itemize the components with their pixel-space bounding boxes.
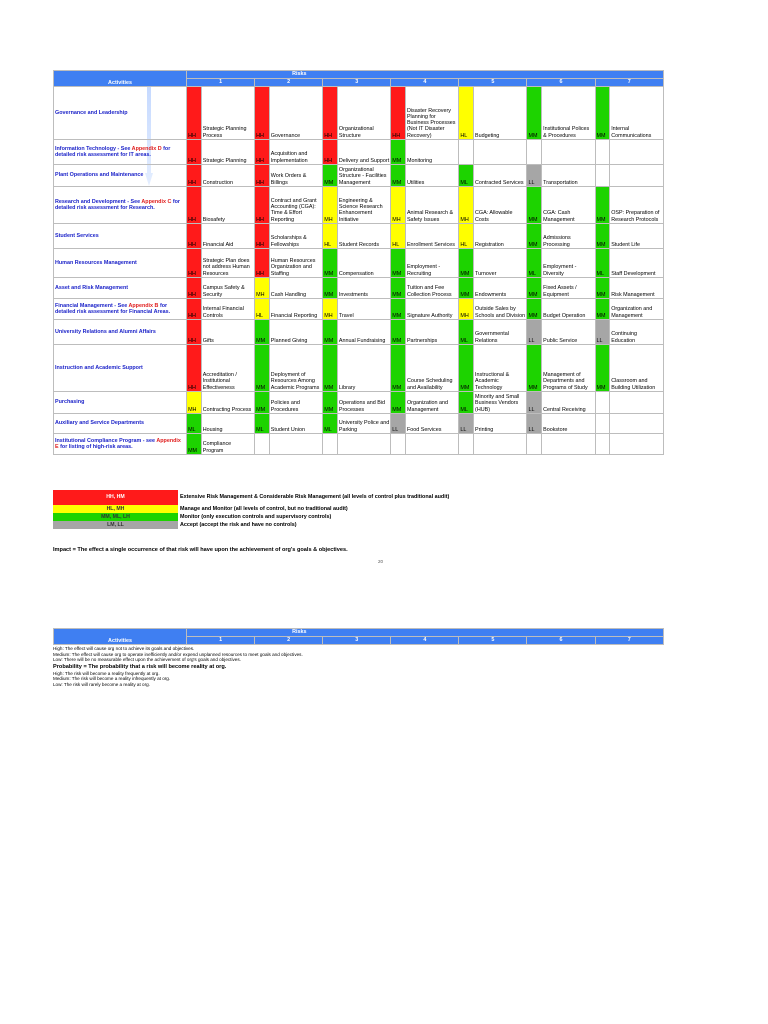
risk-item: Endowments bbox=[474, 278, 527, 299]
table-row bbox=[54, 414, 664, 434]
risk-rating: ML bbox=[459, 165, 474, 187]
activity-text: Auxiliary and Service Departments bbox=[55, 420, 144, 427]
risk-item: Biosafety bbox=[201, 187, 254, 224]
appendix-link: Appendix C bbox=[141, 198, 172, 205]
legend-codes: LM, LL bbox=[53, 521, 178, 529]
risk-rating: ML bbox=[527, 249, 542, 278]
table-row bbox=[54, 165, 664, 187]
risk-item: Fixed Assets / Equipment bbox=[542, 278, 595, 299]
risk-rating: HH bbox=[187, 224, 202, 249]
risk-item: Gifts bbox=[201, 320, 254, 345]
risk-item: Planned Giving bbox=[269, 320, 322, 345]
risk-rating: MM bbox=[391, 345, 406, 392]
risk-item: Turnover bbox=[474, 249, 527, 278]
risk-rating: MM bbox=[187, 434, 202, 455]
risk-table-header-2 bbox=[53, 628, 664, 645]
risk-rating: HH bbox=[187, 299, 202, 320]
risk-rating: HH bbox=[187, 140, 202, 165]
risk-rating: MM bbox=[459, 345, 474, 392]
risk-item bbox=[474, 434, 527, 455]
risk-rating: HH bbox=[187, 165, 202, 187]
activity-text: Purchasing bbox=[55, 399, 85, 406]
legend-row bbox=[53, 513, 472, 521]
table-row bbox=[54, 320, 664, 345]
table-row bbox=[54, 392, 664, 414]
risk-item: Internal Communications bbox=[610, 87, 664, 140]
risk-rating: HH bbox=[323, 87, 338, 140]
activity-text: University Relations and Alumni Affairs bbox=[55, 328, 156, 335]
risk-rating: MM bbox=[323, 345, 338, 392]
risk-item: Risk Management bbox=[610, 278, 664, 299]
activity-label bbox=[54, 140, 187, 165]
activity-text: Institutional Compliance Program - see bbox=[55, 437, 157, 444]
risk-rating: HL bbox=[323, 224, 338, 249]
activity-text: Asset and Risk Management bbox=[55, 284, 129, 291]
risk-rating: ML bbox=[459, 320, 474, 345]
activity-label bbox=[54, 299, 187, 320]
risk-rating: HH bbox=[187, 249, 202, 278]
impact-level-line: Medium: The effect will cause org to operate inefficiently and/or expend unplanned resources to meet goals and objectives. bbox=[53, 651, 303, 657]
risk-rating: MM bbox=[391, 140, 406, 165]
risk-rating: MM bbox=[527, 345, 542, 392]
table-row bbox=[54, 140, 664, 165]
risk-rating: HH bbox=[255, 224, 270, 249]
risk-rating: HH bbox=[255, 249, 270, 278]
legend bbox=[53, 490, 472, 529]
risk-rating: ML bbox=[323, 414, 338, 434]
risks-header: Risks bbox=[187, 629, 664, 637]
risk-item bbox=[542, 140, 595, 165]
risk-rating: MM bbox=[595, 345, 610, 392]
activity-label bbox=[54, 278, 187, 299]
risk-rating: MM bbox=[527, 278, 542, 299]
risk-column-6: 6 bbox=[527, 79, 595, 87]
risk-item: Tuition and Fee Collection Process bbox=[405, 278, 458, 299]
risk-item: Budgeting bbox=[474, 87, 527, 140]
risk-item: Outside Sales by Schools and Division bbox=[474, 299, 527, 320]
activity-label bbox=[54, 187, 187, 224]
risk-rating: HH bbox=[187, 278, 202, 299]
risk-rating: MM bbox=[323, 249, 338, 278]
risk-rating: MM bbox=[527, 224, 542, 249]
table-row bbox=[54, 345, 664, 392]
risk-item: Governmental Relations bbox=[474, 320, 527, 345]
risk-rating: MM bbox=[527, 187, 542, 224]
appendix-link: Appendix B bbox=[128, 302, 159, 309]
risk-item: Accreditation / Institutional Effectiveness bbox=[201, 345, 254, 392]
risk-item bbox=[610, 165, 664, 187]
risk-item: Engineering & Science Research Enhancement Initiative bbox=[337, 187, 390, 224]
activity-text: Financial Management - See bbox=[55, 302, 129, 309]
risk-rating bbox=[595, 165, 610, 187]
risk-rating: MH bbox=[323, 299, 338, 320]
risk-item: Central Receiving bbox=[542, 392, 595, 414]
risk-item: Classroom and Building Utilization bbox=[610, 345, 664, 392]
risk-rating: HH bbox=[391, 87, 406, 140]
risk-rating: MH bbox=[459, 187, 474, 224]
risk-item: Signature Authority bbox=[405, 299, 458, 320]
risk-item: Transportation bbox=[542, 165, 595, 187]
activity-label bbox=[54, 249, 187, 278]
risk-rating: MM bbox=[459, 278, 474, 299]
activities-header: Activities bbox=[54, 629, 187, 645]
risk-item: Registration bbox=[474, 224, 527, 249]
risk-item bbox=[542, 434, 595, 455]
legend-codes: MM, ML, LH bbox=[53, 513, 178, 521]
risk-rating: MM bbox=[255, 345, 270, 392]
risk-rating: HH bbox=[255, 165, 270, 187]
risk-item bbox=[269, 434, 322, 455]
activity-text: Student Services bbox=[55, 232, 99, 239]
risk-rating: LL bbox=[527, 414, 542, 434]
risk-matrix bbox=[53, 70, 664, 455]
risk-item: Strategic Planning Process bbox=[201, 87, 254, 140]
risk-rating: HH bbox=[187, 345, 202, 392]
risk-matrix-header-2 bbox=[53, 628, 664, 645]
probability-level-line: Medium: The risk will become a reality infrequently at org. bbox=[53, 676, 171, 682]
risk-item: Employment - Diversity bbox=[542, 249, 595, 278]
risk-item: Budget Operation bbox=[542, 299, 595, 320]
table-row bbox=[54, 224, 664, 249]
risk-rating bbox=[595, 434, 610, 455]
risk-item: Campus Safety & Security bbox=[201, 278, 254, 299]
risk-column-2: 2 bbox=[255, 79, 323, 87]
probability-level-line: Low: The risk will rarely become a reality at org. bbox=[53, 681, 150, 687]
legend-row bbox=[53, 505, 472, 513]
activity-text-tail: for detailed risk assessment for IT areas. bbox=[55, 145, 171, 158]
risk-item: Management of Departments and Programs of Study bbox=[542, 345, 595, 392]
risk-rating: MM bbox=[527, 87, 542, 140]
risk-item: Continuing Education bbox=[610, 320, 664, 345]
header-row-risks bbox=[54, 71, 664, 79]
risk-rating: MM bbox=[527, 299, 542, 320]
risk-table bbox=[53, 70, 664, 455]
risk-item: Food Services bbox=[405, 414, 458, 434]
risk-item: CGA: Cash Management bbox=[542, 187, 595, 224]
risk-item: Policies and Procedures bbox=[269, 392, 322, 414]
legend-codes: HL, MH bbox=[53, 505, 178, 513]
risk-item: Printing bbox=[474, 414, 527, 434]
risk-item: Compensation bbox=[337, 249, 390, 278]
activity-label bbox=[54, 434, 187, 455]
risk-column-1: 1 bbox=[187, 637, 255, 645]
risk-item: Library bbox=[337, 345, 390, 392]
risk-item: Minority and Small Business Vendors (HUB) bbox=[474, 392, 527, 414]
risk-rating: LL bbox=[391, 414, 406, 434]
risk-rating: MH bbox=[323, 187, 338, 224]
risk-item: Staff Development bbox=[610, 249, 664, 278]
risk-item: CGA: Allowable Costs bbox=[474, 187, 527, 224]
table-row bbox=[54, 87, 664, 140]
risk-item: Contracted Services bbox=[474, 165, 527, 187]
activity-label bbox=[54, 414, 187, 434]
risk-rating: MH bbox=[187, 392, 202, 414]
activity-label bbox=[54, 165, 187, 187]
table-row bbox=[54, 434, 664, 455]
risk-rating: MM bbox=[595, 299, 610, 320]
risk-item: Operations and Bid Processes bbox=[337, 392, 390, 414]
risk-column-2: 2 bbox=[255, 637, 323, 645]
risk-item bbox=[610, 392, 664, 414]
activity-label bbox=[54, 224, 187, 249]
risk-rating: MM bbox=[323, 392, 338, 414]
risk-rating bbox=[459, 434, 474, 455]
risk-item: Housing bbox=[201, 414, 254, 434]
risk-item: OSP: Preparation of Research Protocols bbox=[610, 187, 664, 224]
risk-item: Work Orders & Billings bbox=[269, 165, 322, 187]
activity-label bbox=[54, 87, 187, 140]
risk-rating: MM bbox=[391, 165, 406, 187]
legend-description: Extensive Risk Management & Considerable Risk Management (all levels of control plus traditional audit) bbox=[180, 494, 450, 501]
risk-rating: ML bbox=[459, 392, 474, 414]
risk-rating: MM bbox=[391, 392, 406, 414]
risk-item: Travel bbox=[337, 299, 390, 320]
legend-description: Manage and Monitor (all levels of control, but no traditional audit) bbox=[180, 505, 348, 512]
risk-rating: MM bbox=[595, 187, 610, 224]
risk-item: Strategic Planning bbox=[201, 140, 254, 165]
risk-rating: HL bbox=[459, 87, 474, 140]
risk-rating: MM bbox=[391, 320, 406, 345]
risk-column-3: 3 bbox=[323, 637, 391, 645]
risk-rating: LL bbox=[527, 320, 542, 345]
risk-item: Public Service bbox=[542, 320, 595, 345]
risk-item: Investments bbox=[337, 278, 390, 299]
risk-rating: MH bbox=[459, 299, 474, 320]
risk-rating: MM bbox=[459, 249, 474, 278]
risk-rating: MH bbox=[255, 278, 270, 299]
risk-item: Cash Handling bbox=[269, 278, 322, 299]
table-row bbox=[54, 249, 664, 278]
risk-item bbox=[474, 140, 527, 165]
risk-rating: MM bbox=[255, 392, 270, 414]
risk-rating: MH bbox=[391, 187, 406, 224]
risk-rating bbox=[459, 140, 474, 165]
risk-rating: LL bbox=[595, 320, 610, 345]
risk-rating: MM bbox=[323, 165, 338, 187]
impact-level-line: Low: There will be no measurable effect upon the achievement of org's goals and objectives. bbox=[53, 657, 241, 663]
activity-text-tail: for detailed risk assessment for Research. bbox=[55, 198, 181, 211]
risk-item: Student Union bbox=[269, 414, 322, 434]
risk-item: Internal Financial Controls bbox=[201, 299, 254, 320]
risk-item: Course Scheduling and Availability bbox=[405, 345, 458, 392]
risk-rating bbox=[595, 140, 610, 165]
risk-rating bbox=[527, 434, 542, 455]
probability-definition: Probability = The probability that a risk will become reality at org. bbox=[53, 663, 227, 670]
risk-column-6: 6 bbox=[527, 637, 595, 645]
risk-rating: HL bbox=[459, 224, 474, 249]
risk-item: Compliance Program bbox=[201, 434, 254, 455]
risk-item: Monitoring bbox=[405, 140, 458, 165]
risk-rating: MM bbox=[595, 224, 610, 249]
legend-row bbox=[53, 490, 472, 505]
risk-item: Organization and Management bbox=[405, 392, 458, 414]
activity-label bbox=[54, 392, 187, 414]
risk-item: Acquisition and Implementation bbox=[269, 140, 322, 165]
risk-rating: HH bbox=[255, 140, 270, 165]
page-number: 20 bbox=[378, 559, 384, 564]
risk-rating: ML bbox=[187, 414, 202, 434]
risk-rating: MM bbox=[323, 278, 338, 299]
risk-column-3: 3 bbox=[323, 79, 391, 87]
risk-column-7: 7 bbox=[595, 637, 663, 645]
risk-item bbox=[610, 414, 664, 434]
risk-column-4: 4 bbox=[391, 79, 459, 87]
risk-item bbox=[337, 434, 390, 455]
risk-rating bbox=[255, 434, 270, 455]
risk-rating: HH bbox=[255, 187, 270, 224]
risk-item: Employment - Recruiting bbox=[405, 249, 458, 278]
risk-rating: HH bbox=[255, 87, 270, 140]
table-row bbox=[54, 299, 664, 320]
activity-text: Research and Development - See bbox=[55, 198, 142, 205]
activity-text: Plant Operations and Maintenance bbox=[55, 172, 144, 179]
risk-item: Enrollment Services bbox=[405, 224, 458, 249]
risk-item: Deployment of Resources Among Academic Programs bbox=[269, 345, 322, 392]
risk-rating: HH bbox=[187, 320, 202, 345]
table-row bbox=[54, 278, 664, 299]
risk-column-5: 5 bbox=[459, 637, 527, 645]
risk-item: Financial Aid bbox=[201, 224, 254, 249]
risk-rating: HH bbox=[187, 187, 202, 224]
risk-item: Financial Reporting bbox=[269, 299, 322, 320]
risk-item: Governance bbox=[269, 87, 322, 140]
definitions-notes bbox=[53, 646, 473, 688]
appendix-link: Appendix E bbox=[55, 437, 181, 450]
risk-item: Strategic Plan does not address Human Resources bbox=[201, 249, 254, 278]
risk-rating: HL bbox=[255, 299, 270, 320]
appendix-link: Appendix D bbox=[131, 145, 162, 152]
risk-rating: MM bbox=[255, 320, 270, 345]
risk-item: Contract and Grant Accounting (CGA): Time & Effort Reporting bbox=[269, 187, 322, 224]
risk-item: Organizational Structure bbox=[337, 87, 390, 140]
risk-column-7: 7 bbox=[595, 79, 663, 87]
risk-rating: ML bbox=[595, 249, 610, 278]
risk-item bbox=[610, 140, 664, 165]
risk-rating: LL bbox=[459, 414, 474, 434]
impact-definition: Impact = The effect a single occurrence of that risk will have upon the achievement of org's goals & objectives. bbox=[53, 547, 348, 553]
risk-column-1: 1 bbox=[187, 79, 255, 87]
activity-text: Human Resources Management bbox=[55, 259, 137, 266]
risk-item: Student Life bbox=[610, 224, 664, 249]
risks-header: Risks bbox=[187, 71, 664, 79]
risk-item: Student Records bbox=[337, 224, 390, 249]
risk-rating: LL bbox=[527, 392, 542, 414]
risk-column-5: 5 bbox=[459, 79, 527, 87]
risk-item: Bookstore bbox=[542, 414, 595, 434]
header-row-risks bbox=[54, 629, 664, 637]
risk-rating: HL bbox=[391, 224, 406, 249]
activity-text: Governance and Leadership bbox=[55, 109, 128, 116]
risk-rating: LL bbox=[527, 165, 542, 187]
risk-item: Utilities bbox=[405, 165, 458, 187]
risk-item: Partnerships bbox=[405, 320, 458, 345]
risk-rating: MM bbox=[391, 299, 406, 320]
risk-item: Contracting Process bbox=[201, 392, 254, 414]
risk-rating: MM bbox=[323, 320, 338, 345]
risk-item: Scholarships & Fellowships bbox=[269, 224, 322, 249]
risk-rating bbox=[595, 392, 610, 414]
risk-column-4: 4 bbox=[391, 637, 459, 645]
activities-header: Activities bbox=[54, 71, 187, 87]
risk-rating: HH bbox=[187, 87, 202, 140]
activity-label bbox=[54, 320, 187, 345]
table-row bbox=[54, 187, 664, 224]
probability-level-line: High: The risk will become a reality frequently at org. bbox=[53, 670, 160, 676]
risk-rating: MM bbox=[391, 278, 406, 299]
activity-text-tail: for listing of high-risk areas. bbox=[58, 444, 133, 450]
impact-level-line: High: The effect will cause org not to achieve its goals and objectives. bbox=[53, 646, 195, 651]
risk-item: Institutional Polices & Procedures bbox=[542, 87, 595, 140]
risk-item: Construction bbox=[201, 165, 254, 187]
risk-item: Delivery and Support bbox=[337, 140, 390, 165]
activity-text: Instruction and Academic Support bbox=[55, 364, 143, 371]
risk-item: Admissions Processing bbox=[542, 224, 595, 249]
risk-item: Disaster Recovery Planning for Business Processes (Not IT Disaster Recovery) bbox=[405, 87, 458, 140]
risk-rating bbox=[595, 414, 610, 434]
legend-row bbox=[53, 521, 472, 529]
risk-item: Instructional & Academic Technology bbox=[474, 345, 527, 392]
risk-rating: MM bbox=[391, 249, 406, 278]
risk-item: Animal Research & Safety Issues bbox=[405, 187, 458, 224]
risk-rating bbox=[391, 434, 406, 455]
risk-item bbox=[405, 434, 458, 455]
legend-description: Accept (accept the risk and have no controls) bbox=[180, 521, 297, 528]
risk-item: University Police and Parking bbox=[337, 414, 390, 434]
activity-label bbox=[54, 345, 187, 392]
risk-item: Annual Fundraising bbox=[337, 320, 390, 345]
risk-rating bbox=[527, 140, 542, 165]
risk-rating: ML bbox=[255, 414, 270, 434]
risk-item: Organizational Structure - Facilities Management bbox=[337, 165, 390, 187]
risk-item bbox=[610, 434, 664, 455]
risk-item: Human Resources Organization and Staffing bbox=[269, 249, 322, 278]
activity-text-tail: for detailed risk assessment for Financial Areas. bbox=[55, 302, 171, 315]
risk-item: Organization and Management bbox=[610, 299, 664, 320]
risk-rating bbox=[323, 434, 338, 455]
legend-codes: HH, HM bbox=[53, 490, 178, 505]
risk-rating: MM bbox=[595, 278, 610, 299]
activity-text: Information Technology - See bbox=[55, 145, 132, 152]
risk-rating: MM bbox=[595, 87, 610, 140]
legend-description: Monitor (only execution controls and supervisory controls) bbox=[180, 513, 332, 520]
risk-rating: HH bbox=[323, 140, 338, 165]
